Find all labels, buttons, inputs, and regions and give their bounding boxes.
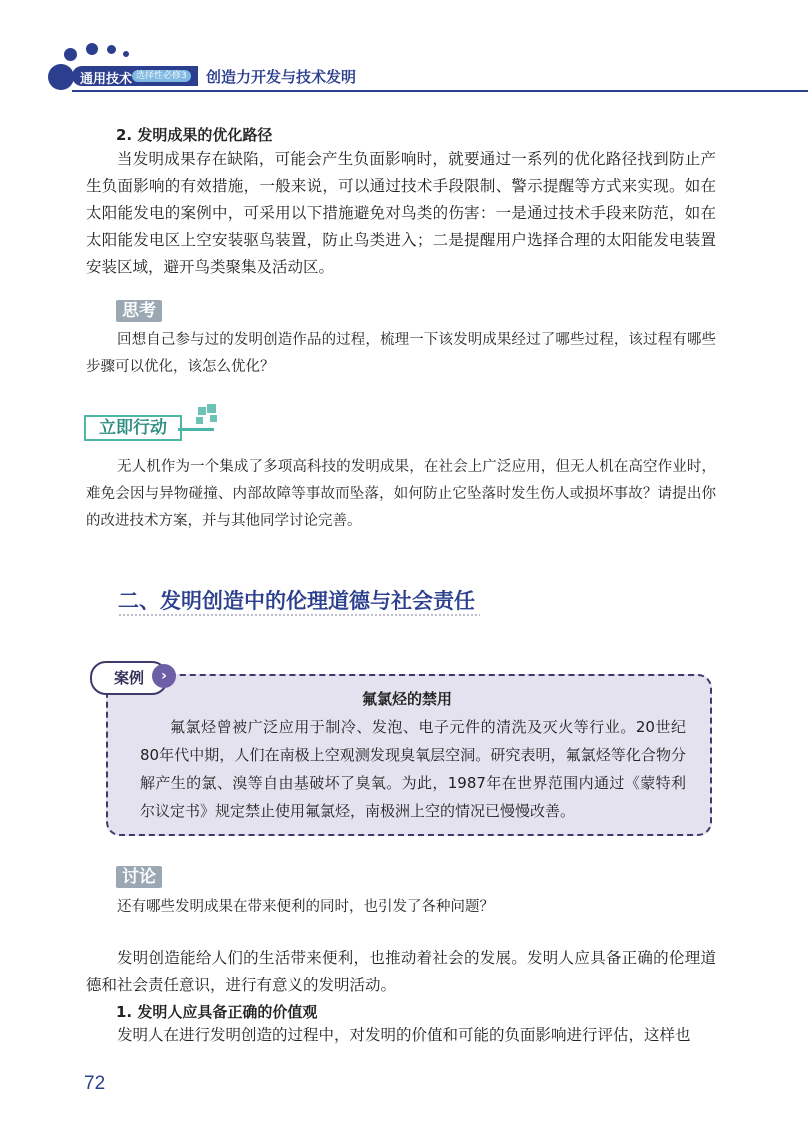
case-title: 氟氯烃的禁用 [361,690,452,708]
decor-square [196,417,203,424]
series-tag: 选择性必修3 [132,70,191,82]
decor-square [207,404,216,413]
header-dot [107,45,116,54]
header-dot-large [48,64,74,90]
think-label: 思考 [116,300,162,322]
action-text: 无人机作为一个集成了多项高科技的发明成果，在社会上广泛应用，但无人机在高空作业时，难免会因与异物碰撞、内部故障等事故而坠落，如何防止它坠落时发生伤人或损坏事故？请提出你的改进技术方案，并与其他同学讨论完善。 [86,459,716,529]
ethics-paragraph: 发明创造能给人们的生活带来便利，也推动着社会的发展。发明人应具备正确的伦理道德和社会责任意识，进行有意义的发明活动。 [86,949,716,994]
case-text: 氟氯烃曾被广泛应用于制冷、发泡、电子元件的清洗及灭火等行业。20世纪80年代中期，人们在南极上空观测发现臭氧层空洞。研究表明，氟氯烃等化合物分解产生的氯、溴等自由基破坏了臭氧。为此，1987年在世界范围内通过《蒙特利尔议定书》规定禁止使用氟氯烃，南极洲上空的情况已慢慢改善。 [140,718,686,820]
subheading-optimization-path: 2. 发明成果的优化路径 [116,126,273,144]
action-label: 立即行动 [84,415,182,441]
decor-square [210,415,217,422]
section-title: 二、发明创造中的伦理道德与社会责任 [118,589,475,613]
section-dotted-rule [118,614,480,616]
book-title: 创造力开发与技术发明 [206,68,357,86]
header-dot [64,48,77,61]
think-text: 回想自己参与过的发明创造作品的过程，梳理一下该发明成果经过了哪些过程，该过程有哪些步骤可以优化，该怎么优化？ [86,332,716,375]
series-name: 通用技术 [80,72,133,87]
chevron-right-icon: › [152,664,176,688]
discuss-text: 还有哪些发明成果在带来便利的同时，也引发了各种问题？ [117,899,494,915]
page-number: 72 [84,1073,106,1094]
optimization-paragraph: 当发明成果存在缺陷，可能会产生负面影响时，就要通过一系列的优化路径找到防止产生负面影响的有效措施，一般来说，可以通过技术手段限制、警示提醒等方式来实现。如在太阳能发电的案例中，可采用以下措施避免对鸟类的伤害：一是通过技术手段来防范，如在太阳能发电区上空安装驱鸟装置，防止鸟类进入；二是提醒用户选择合理的太阳能发电装置安装区域，避开鸟类聚集及活动区。 [86,150,716,276]
action-rule [178,428,214,431]
case-tab: 案例 [90,661,168,695]
header-dot [86,43,98,55]
values-paragraph: 发明人在进行发明创造的过程中，对发明的价值和可能的负面影响进行评估，这样也 [117,1026,691,1044]
subheading-values: 1. 发明人应具备正确的价值观 [116,1003,318,1021]
decor-square [198,407,206,415]
header-rule [72,90,808,92]
header-dot [123,51,129,57]
discuss-label: 讨论 [116,866,162,888]
